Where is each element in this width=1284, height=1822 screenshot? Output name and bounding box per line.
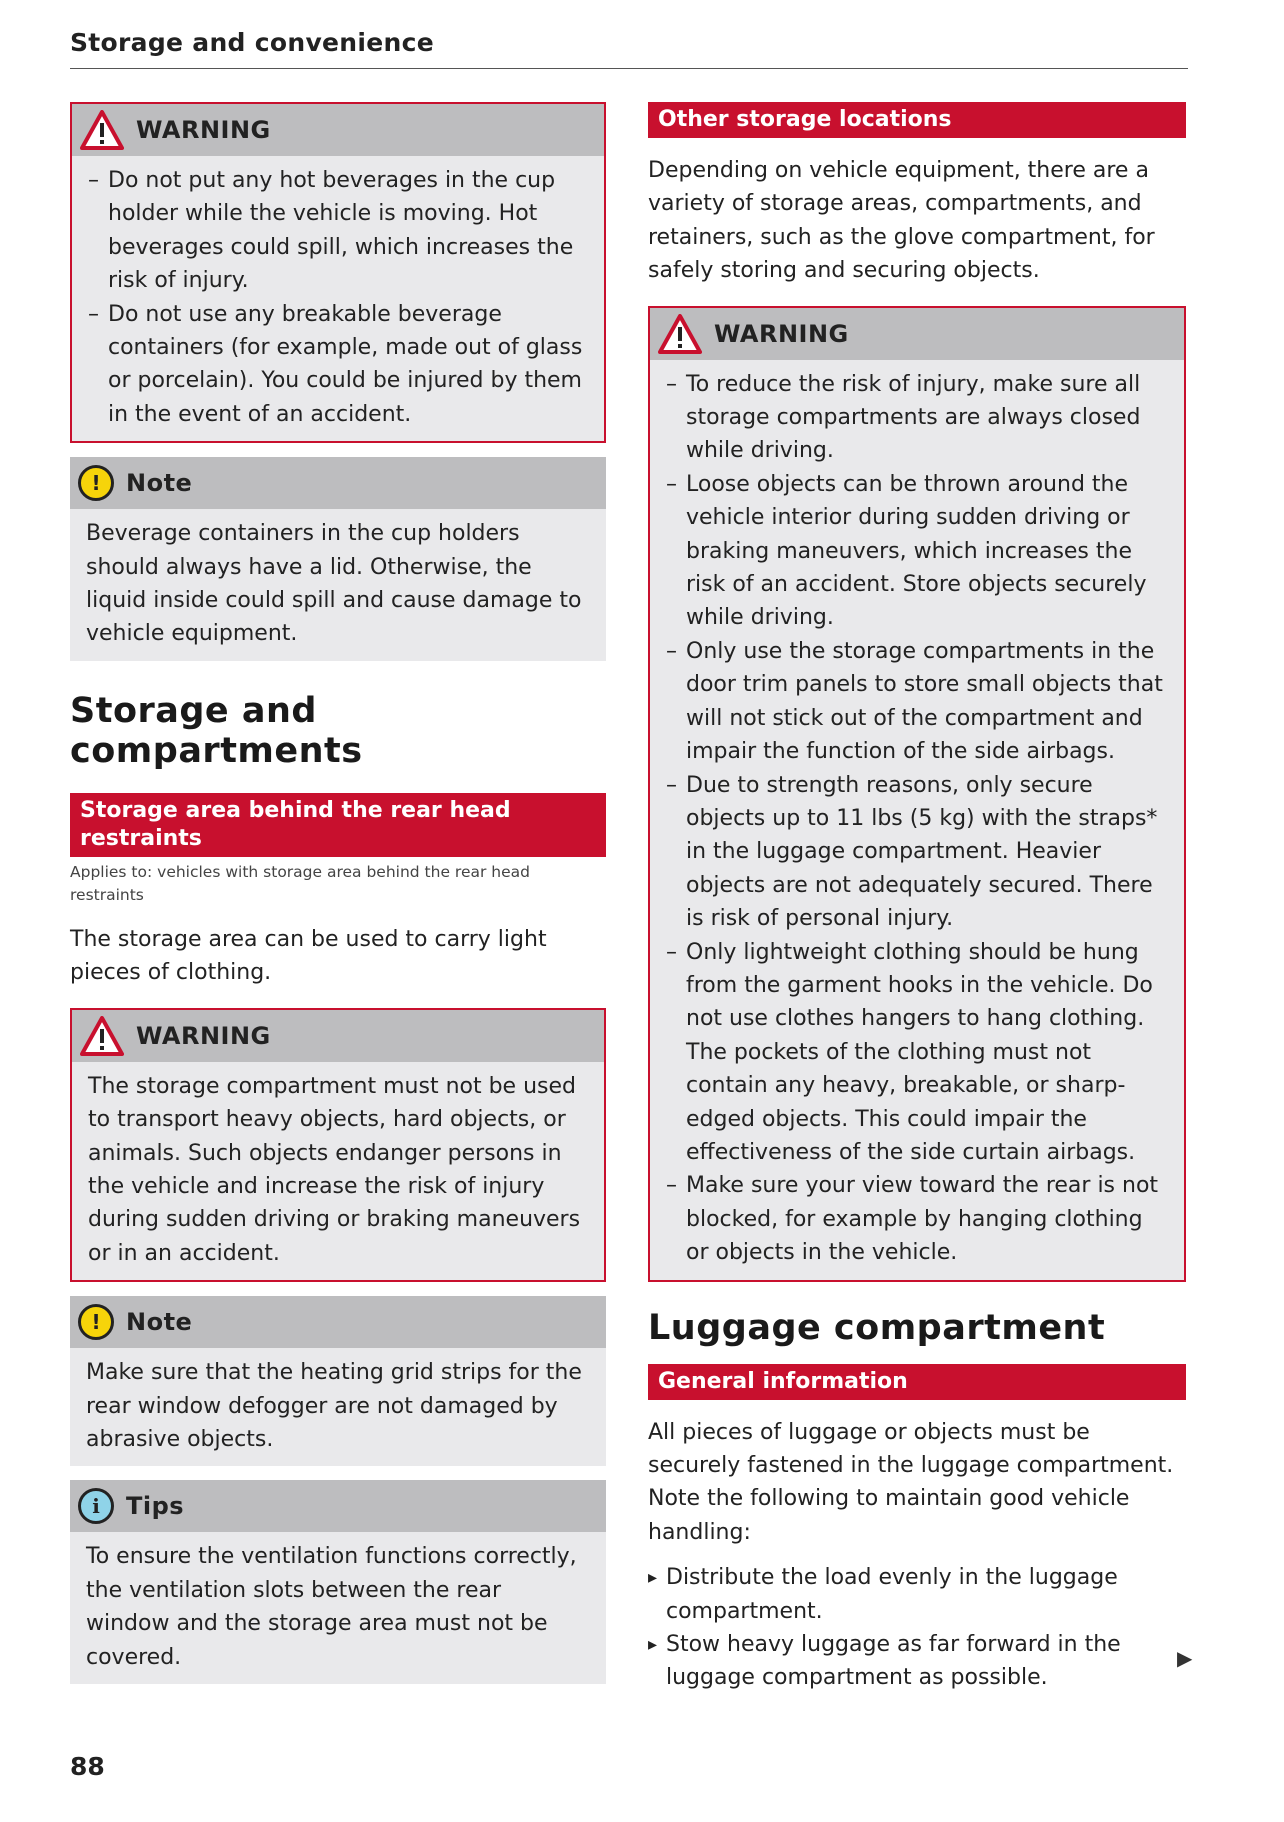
continue-arrow-icon: ▶ [1177, 1646, 1193, 1670]
warning-title: WARNING [136, 1021, 271, 1050]
note-text: Beverage containers in the cup holders should always have a lid. Otherwise, the liquid inside could spill and cause damage to vehicle equipment. [86, 521, 582, 647]
section-heading-luggage: Luggage compartment [648, 1307, 1106, 1348]
warning-item: – Loose objects can be thrown around the vehicle interior during sudden driving or braking maneuvers, which increases the risk of an accident. Store objects securely while driving. [666, 468, 1164, 635]
warning-box-header [72, 1010, 604, 1062]
luggage-bullet-list [648, 1561, 1186, 1695]
note-box-beverage [70, 457, 606, 661]
warning-box-cup-holder [70, 102, 606, 443]
warning-item: – Only lightweight clothing should be hung from the garment hooks in the vehicle. Do not use clothes hangers to hang clothing. The pockets of the clothing must not contain any heavy, breakable, or sharp-edged objects. This could impair the effectiveness of the side curtain airbags. [666, 936, 1164, 1170]
list-item: ▸ Stow heavy luggage as far forward in the luggage compartment as possible. [648, 1628, 1186, 1695]
note-box-header [70, 457, 606, 509]
warning-item: – To reduce the risk of injury, make sure all storage compartments are always closed while driving. [666, 368, 1164, 468]
warning-item: – Do not put any hot beverages in the cup holder while the vehicle is moving. Hot beverages could spill, which increases the risk of injury. [88, 164, 584, 298]
warning-box-header [72, 104, 604, 156]
subsection-bar-general-information: General information [648, 1364, 1186, 1400]
note-body [70, 1348, 606, 1466]
warning-box-header [650, 308, 1184, 360]
warning-box-storage-safety [648, 306, 1186, 1282]
storage-area-text: The storage area can be used to carry light pieces of clothing. [70, 926, 547, 986]
tips-text: To ensure the ventilation functions correctly, the ventilation slots between the rear window and the storage area must not be covered. [86, 1544, 577, 1670]
list-item: ▸ Distribute the load evenly in the luggage compartment. [648, 1561, 1186, 1628]
left-column [70, 102, 606, 1684]
warning-body [72, 1062, 604, 1280]
subsection-bar-other-storage: Other storage locations [648, 102, 1186, 138]
info-circle-icon: i [78, 1488, 114, 1524]
header-rule [70, 68, 1188, 69]
warning-triangle-icon [80, 1016, 124, 1056]
luggage-intro-text: All pieces of luggage or objects must be securely fastened in the luggage compartment. Note the following to maintain good vehicle handling: [648, 1419, 1174, 1545]
warning-triangle-icon [658, 314, 702, 354]
warning-box-heavy-objects [70, 1008, 606, 1282]
note-title: Note [126, 1308, 193, 1337]
note-text: Make sure that the heating grid strips for the rear window defogger are not damaged by abrasive objects. [86, 1360, 582, 1452]
tips-body [70, 1532, 606, 1684]
exclamation-circle-icon: ! [78, 465, 114, 501]
applies-to-note: Applies to: vehicles with storage area behind the rear head restraints [70, 862, 530, 904]
right-column [648, 102, 1186, 1695]
warning-body [650, 360, 1184, 1280]
note-body [70, 509, 606, 661]
other-storage-text: Depending on vehicle equipment, there are a variety of storage areas, compartments, and retainers, such as the glove compartment, for safely storing and securing objects. [648, 158, 1155, 284]
warning-title: WARNING [136, 116, 271, 144]
tips-title: Tips [126, 1492, 185, 1521]
warning-item: – Do not use any breakable beverage containers (for example, made out of glass or porcelain). You could be injured by them in the event of an accident. [88, 298, 584, 432]
page-number: 88 [70, 1752, 105, 1781]
warning-item: – Due to strength reasons, only secure objects up to 11 lbs (5 kg) with the straps* in the luggage compartment. Heavier objects are not adequately secured. There is risk of personal injury. [666, 769, 1164, 936]
warning-body [72, 156, 604, 441]
note-box-defogger [70, 1296, 606, 1466]
warning-text: The storage compartment must not be used to transport heavy objects, hard objects, or animals. Such objects endanger persons in the vehicle and increase the risk of injury during sudden driving or braking maneuvers or in an accident. [88, 1073, 581, 1266]
note-title: Note [126, 469, 193, 498]
note-box-header [70, 1296, 606, 1348]
section-heading-storage: Storage and compartments [70, 690, 363, 771]
warning-item: – Only use the storage compartments in the door trim panels to store small objects that will not stick out of the compartment and impair the function of the side airbags. [666, 635, 1164, 769]
tips-box-header [70, 1480, 606, 1532]
page-header-title: Storage and convenience [70, 28, 434, 57]
exclamation-circle-icon: ! [78, 1304, 114, 1340]
warning-triangle-icon [80, 110, 124, 150]
subsection-bar-rear-head-restraints: Storage area behind the rear head restraints [70, 793, 606, 857]
warning-title: WARNING [714, 319, 849, 348]
tips-box-ventilation [70, 1480, 606, 1684]
warning-item: – Make sure your view toward the rear is not blocked, for example by hanging clothing or objects in the vehicle. [666, 1169, 1164, 1269]
